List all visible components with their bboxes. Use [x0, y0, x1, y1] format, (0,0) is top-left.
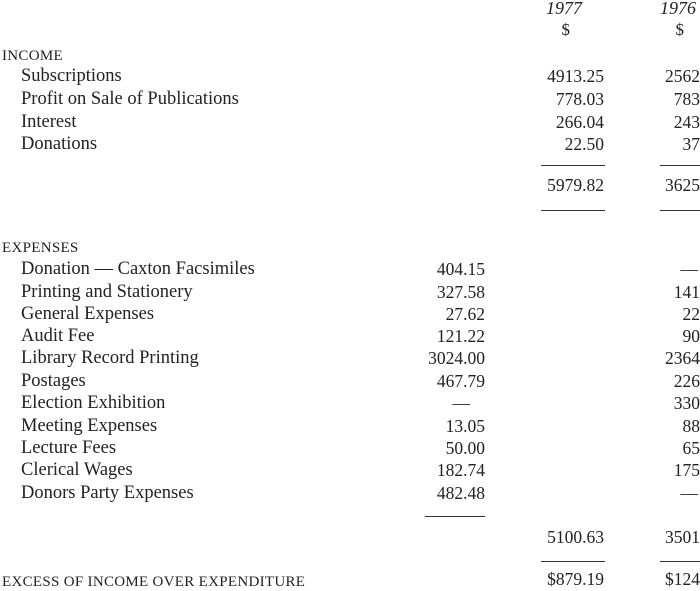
income-subtotal-rule-1976 [660, 165, 700, 166]
income-amount-1977: 266.04 [555, 112, 604, 132]
income-amount-1977: 778.03 [555, 89, 604, 109]
income-total-1976: 3625 [665, 175, 700, 195]
year-1976-header: 1976 [660, 0, 696, 18]
expense-amount-1977: 404.15 [436, 259, 485, 279]
income-amount-1976: 2562 [665, 66, 700, 86]
expense-label: Clerical Wages [21, 460, 133, 480]
income-label: Subscriptions [21, 66, 122, 86]
excess-label: EXCESS OF INCOME OVER EXPENDITURE [2, 574, 306, 590]
expense-amount-1977: — [452, 393, 470, 413]
income-heading: INCOME [2, 48, 63, 64]
excess-amount-1976: $124 [665, 569, 700, 589]
expense-label: Donation — Caxton Facsimiles [21, 259, 255, 279]
expense-amount-1976: 2364 [665, 348, 700, 368]
excess-amount-1977: $879.19 [547, 569, 604, 589]
year-1977-header: 1977 [546, 0, 582, 18]
expense-amount-1977: 482.48 [436, 483, 485, 503]
currency-1976-header: $ [675, 20, 684, 39]
expense-label: Meeting Expenses [21, 416, 158, 436]
expense-amount-1977: 3024.00 [428, 348, 485, 368]
expense-label: Election Exhibition [21, 393, 166, 413]
expense-amount-1976: 175 [673, 460, 700, 480]
expenses-heading: EXPENSES [2, 240, 79, 256]
expense-amount-1977: 182.74 [436, 460, 485, 480]
currency-1977-header: $ [561, 20, 570, 39]
income-amount-1976: 37 [682, 134, 700, 154]
expense-amount-1976: 141 [673, 282, 700, 302]
expenses-subtotal-rule [425, 516, 485, 517]
expense-amount-1976: 88 [682, 416, 700, 436]
income-amount-1976: 243 [673, 112, 700, 132]
expense-amount-1976: 226 [673, 371, 700, 391]
expense-label: Donors Party Expenses [21, 483, 194, 503]
expense-amount-1977: 467.79 [436, 371, 485, 391]
expense-amount-1976: 65 [682, 438, 700, 458]
expense-label: Postages [21, 371, 86, 391]
expense-label: Library Record Printing [21, 348, 199, 368]
income-subtotal-rule-1977 [541, 165, 605, 166]
expenses-total-rule-1977 [541, 561, 605, 562]
expenses-total-1976: 3501 [665, 527, 700, 547]
expense-amount-1976: — [680, 259, 698, 279]
income-amount-1976: 783 [673, 89, 700, 109]
expense-label: General Expenses [21, 304, 155, 324]
expense-amount-1976: 330 [673, 393, 700, 413]
expense-label: Lecture Fees [21, 438, 117, 458]
expense-amount-1977: 121.22 [436, 326, 485, 346]
expense-amount-1976: 90 [682, 326, 700, 346]
expense-amount-1976: — [680, 483, 698, 503]
expense-amount-1977: 27.62 [445, 304, 485, 324]
expense-amount-1976: 22 [682, 304, 700, 324]
expense-label: Printing and Stationery [21, 282, 193, 302]
expenses-total-rule-1976 [660, 561, 700, 562]
income-label: Interest [21, 112, 77, 132]
expense-label: Audit Fee [21, 326, 95, 346]
income-total-1977: 5979.82 [547, 175, 604, 195]
expense-amount-1977: 50.00 [445, 438, 485, 458]
income-total-rule-1976 [660, 210, 700, 211]
income-label: Donations [21, 134, 98, 154]
expense-amount-1977: 327.58 [436, 282, 485, 302]
expense-amount-1977: 13.05 [445, 416, 485, 436]
expenses-total-1977: 5100.63 [547, 527, 604, 547]
income-label: Profit on Sale of Publications [21, 89, 239, 109]
income-amount-1977: 4913.25 [547, 66, 604, 86]
income-total-rule-1977 [541, 210, 605, 211]
income-amount-1977: 22.50 [564, 134, 604, 154]
